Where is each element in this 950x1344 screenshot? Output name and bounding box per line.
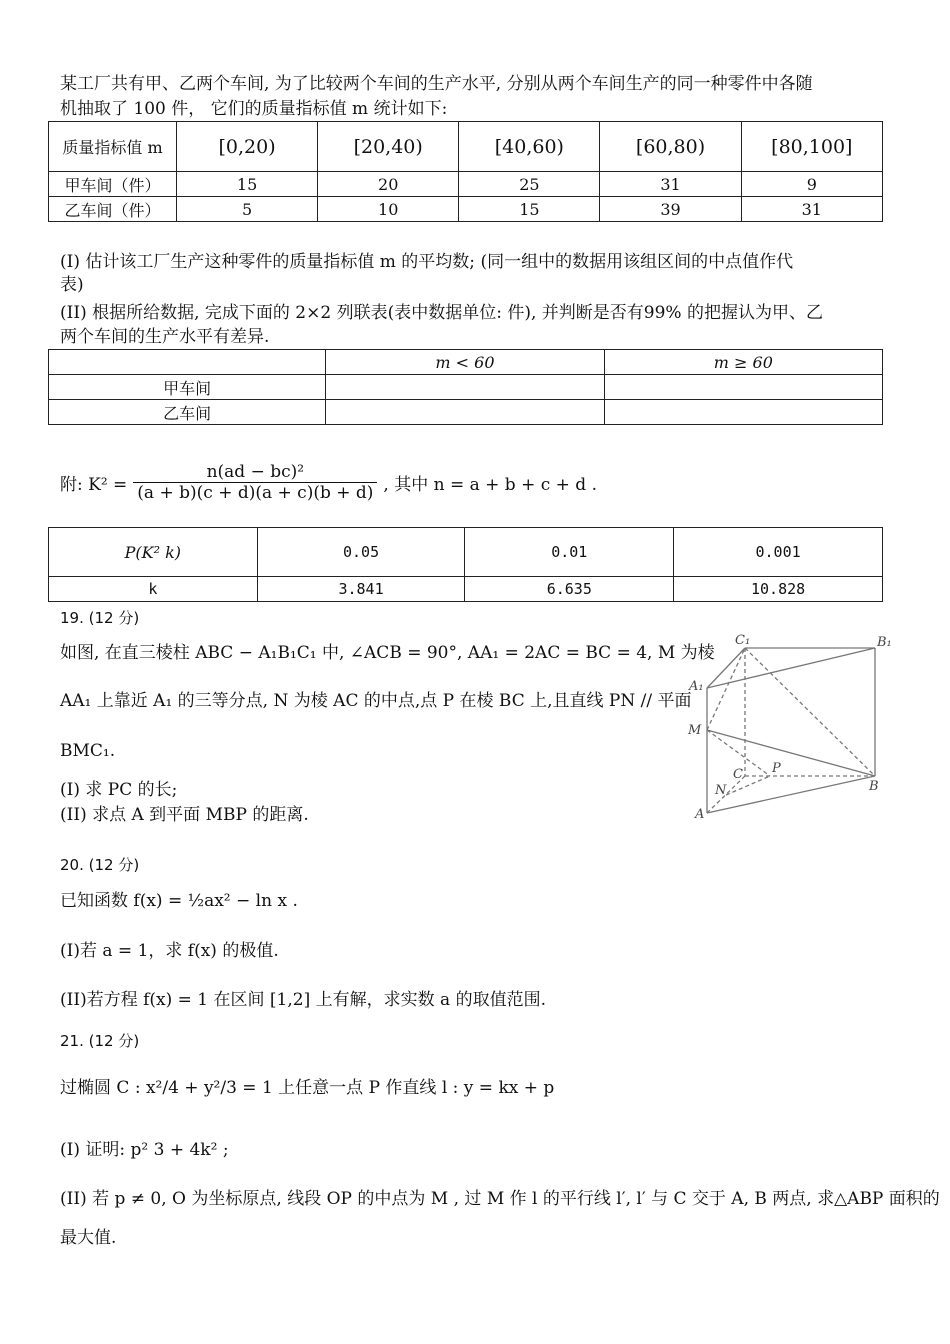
- table-row: [49, 375, 883, 400]
- table-cell: 39: [600, 197, 741, 222]
- header-cell: [0,20): [177, 122, 318, 172]
- label-N: N: [715, 783, 727, 798]
- header-cell: 质量指标值 m: [49, 122, 177, 172]
- q18-part2-line1: (II) 根据所给数据, 完成下面的 2×2 列联表(表中数据单位: 件), 并判断是否有99% 的把握认为甲、乙: [60, 303, 823, 323]
- q19-heading: 19. (12 分): [60, 609, 140, 627]
- header-cell: [80,100]: [741, 122, 882, 172]
- formula-suffix: , 其中 n = a + b + c + d .: [383, 475, 598, 495]
- header-cell: [40,60): [459, 122, 600, 172]
- q19-line-3: BMC₁.: [60, 741, 116, 761]
- table-cell: 31: [741, 197, 882, 222]
- q20-line-1: 已知函数 f(x) = ½ax² − ln x .: [60, 891, 298, 911]
- label-M: M: [688, 723, 702, 738]
- q20-heading: 20. (12 分): [60, 856, 140, 874]
- contingency-header: [49, 350, 883, 375]
- label-A: A: [695, 807, 705, 822]
- q21-heading: 21. (12 分): [60, 1032, 140, 1050]
- row-label: 乙车间（件）: [49, 197, 177, 222]
- q21-part-2-line-2: 最大值.: [60, 1228, 117, 1248]
- table-cell: 31: [600, 172, 741, 197]
- table-row: [49, 172, 883, 197]
- label-C1: C₁: [735, 633, 751, 648]
- table-cell: 20: [318, 172, 459, 197]
- intro-line-1: 某工厂共有甲、乙两个车间, 为了比较两个车间的生产水平, 分别从两个车间生产的同一种零件中各随: [60, 74, 813, 94]
- label-P: P: [772, 761, 781, 776]
- label-B1: B₁: [877, 635, 892, 650]
- header-cell: [60,80): [600, 122, 741, 172]
- label-B: B: [869, 779, 879, 794]
- table-cell: 5: [177, 197, 318, 222]
- header-cell: [20,40): [318, 122, 459, 172]
- formula-fraction: [133, 462, 377, 503]
- table-cell: [604, 375, 882, 400]
- q21-part-1: (I) 证明: p² 3 + 4k² ;: [60, 1140, 229, 1160]
- header-cell: [49, 350, 326, 375]
- chi-square-formula: [60, 462, 597, 503]
- header-cell: 0.001: [674, 528, 883, 577]
- header-cell: 0.01: [465, 528, 674, 577]
- table-row: [49, 577, 883, 602]
- edge-A1C1: [707, 648, 745, 688]
- table-row: [49, 197, 883, 222]
- header-cell: m < 60: [326, 350, 604, 375]
- edge-A1B1: [707, 648, 875, 688]
- formula-prefix: 附: K² =: [60, 475, 128, 495]
- table-cell: 10.828: [674, 577, 883, 602]
- table-cell: 10: [318, 197, 459, 222]
- row-label: 乙车间: [49, 400, 326, 425]
- line-C1B: [745, 648, 875, 776]
- label-A1: A₁: [689, 679, 704, 694]
- header-cell: P(K² k): [49, 528, 258, 577]
- row-label: 甲车间（件）: [49, 172, 177, 197]
- row-label: 甲车间: [49, 375, 326, 400]
- table-cell: 3.841: [257, 577, 465, 602]
- quality-table-header: [49, 122, 883, 172]
- q19-part-2: (II) 求点 A 到平面 MBP 的距离.: [60, 805, 309, 825]
- table-cell: 9: [741, 172, 882, 197]
- table-cell: [604, 400, 882, 425]
- formula-denominator: (a + b)(c + d)(a + c)(b + d): [137, 483, 374, 503]
- q20-part-2: (II)若方程 f(x) = 1 在区间 [1,2] 上有解，求实数 a 的取值范围.: [60, 990, 546, 1010]
- q20-part-1: (I)若 a = 1，求 f(x) 的极值.: [60, 941, 279, 961]
- table-cell: 15: [459, 197, 600, 222]
- table-row: [49, 400, 883, 425]
- formula-numerator: n(ad − bc)²: [133, 462, 377, 483]
- critical-header: [49, 528, 883, 577]
- table-cell: 25: [459, 172, 600, 197]
- critical-value-table: [48, 527, 883, 602]
- q18-part2-line2: 两个车间的生产水平有差异.: [60, 327, 270, 347]
- table-cell: 15: [177, 172, 318, 197]
- q21-part-2-line-1: (II) 若 p ≠ 0, O 为坐标原点, 线段 OP 的中点为 M , 过 M 作 l 的平行线 l′, l′ 与 C 交于 A, B 两点, 求△ABP 面积的: [60, 1189, 940, 1209]
- prism-figure: [685, 628, 900, 823]
- q19-line-2: AA₁ 上靠近 A₁ 的三等分点, N 为棱 AC 的中点,点 P 在棱 BC 上,且直线 PN // 平面: [60, 691, 692, 711]
- quality-table: [48, 121, 883, 222]
- q18-part1-line1: (I) 估计该工厂生产这种零件的质量指标值 m 的平均数; (同一组中的数据用该组区间的中点值作代: [60, 252, 794, 272]
- line-MC1: [707, 648, 745, 730]
- q19-line-1: 如图, 在直三棱柱 ABC − A₁B₁C₁ 中, ∠ACB = 90°, AA₁ = 2AC = BC = 4, M 为棱: [60, 643, 715, 663]
- contingency-table: [48, 349, 883, 425]
- label-C: C: [733, 767, 743, 782]
- table-cell: 6.635: [465, 577, 674, 602]
- q18-part1-line2: 表): [60, 275, 84, 295]
- intro-line-2: 机抽取了 100 件， 它们的质量指标值 m 统计如下:: [60, 99, 448, 119]
- table-cell: [326, 375, 604, 400]
- q19-part-1: (I) 求 PC 的长;: [60, 780, 178, 800]
- q21-line-1: 过椭圆 C : x²/4 + y²/3 = 1 上任意一点 P 作直线 l : y = kx + p: [60, 1078, 555, 1098]
- header-cell: m ≥ 60: [604, 350, 882, 375]
- row-label: k: [49, 577, 258, 602]
- table-cell: [326, 400, 604, 425]
- header-cell: 0.05: [257, 528, 465, 577]
